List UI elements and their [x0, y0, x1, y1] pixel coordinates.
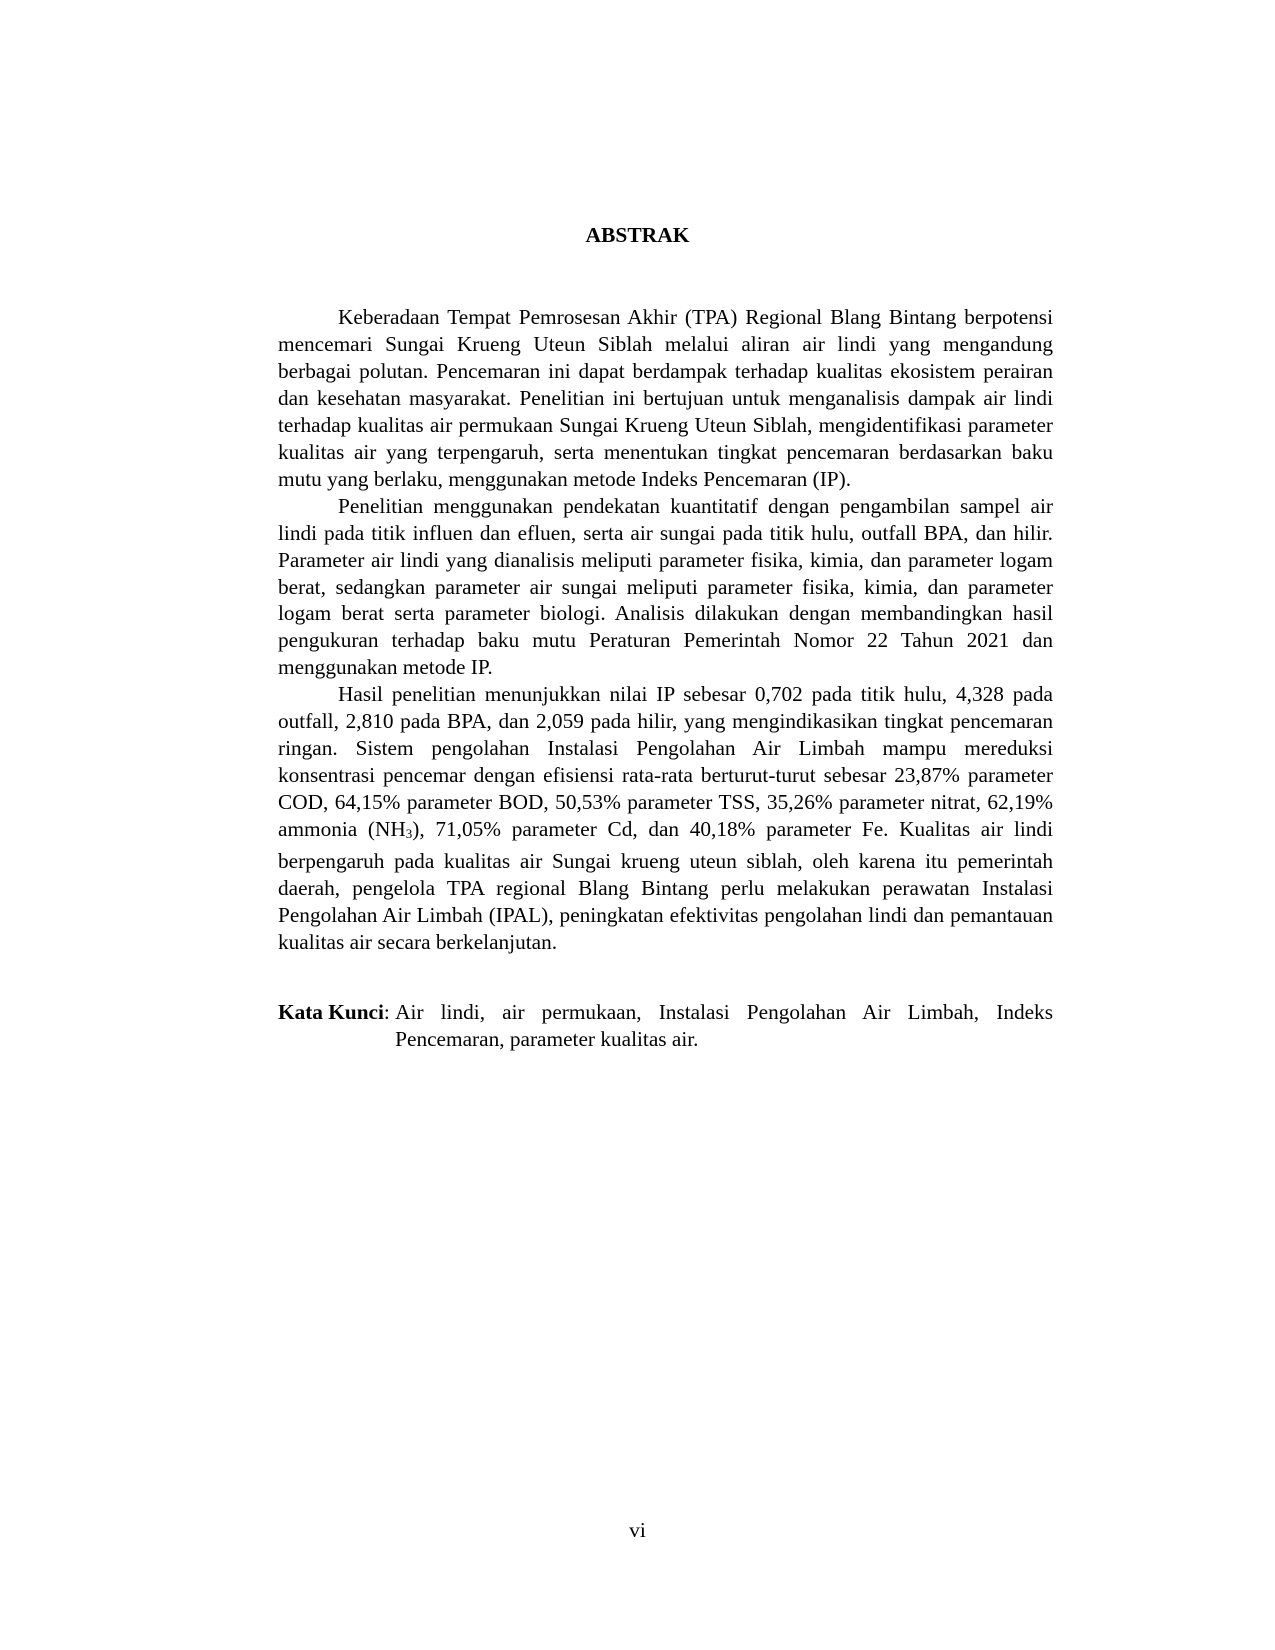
keywords-section: [278, 999, 1053, 1053]
page-title: ABSTRAK: [585, 223, 690, 247]
abstract-paragraph-2: Penelitian menggunakan pendekatan kuantitatif dengan pengambilan sampel air lindi pada titik influen dan efluen, serta air sungai pada titik hulu, outfall BPA, dan hilir. Parameter air lindi yang dianalisis meliputi parameter fisika, kimia, dan parameter logam berat, sedangkan parameter air sungai meliputi parameter fisika, kimia, dan parameter logam berat serta parameter biologi. Analisis dilakukan dengan membandingkan hasil pengukuran terhadap baku mutu Peraturan Pemerintah Nomor 22 Tahun 2021 dan menggunakan metode IP.: [278, 493, 1053, 680]
paragraph-3-text-a: Hasil penelitian menunjukkan nilai IP sebesar 0,702 pada titik hulu, 4,328 pada outfall, 2,810 pada BPA, dan 2,059 pada hilir, yang mengindikasikan tingkat pencemaran ringan. Sistem pengolahan Instalasi Pengolahan Air Limbah mampu mereduksi konsentrasi pencemar dengan efisiensi rata-rata berturut-turut sebesar 23,87% parameter COD, 64,15% parameter BOD, 50,53% parameter TSS, 35,26% parameter nitrat, 62,19% ammonia (NH: [278, 682, 1053, 842]
keywords-text: Air lindi, air permukaan, Instalasi Pengolahan Air Limbah, Indeks Pencemaran, parameter kualitas air.: [395, 1000, 1053, 1051]
keywords-colon: :: [383, 1000, 396, 1024]
abstract-paragraph-1: Keberadaan Tempat Pemrosesan Akhir (TPA) Regional Blang Bintang berpotensi mencemari Sungai Krueng Uteun Siblah melalui aliran air lindi yang mengandung berbagai polutan. Pencemaran ini dapat berdampak terhadap kualitas ekosistem perairan dan kesehatan masyarakat. Penelitian ini bertujuan untuk menganalisis dampak air lindi terhadap kualitas air permukaan Sungai Krueng Uteun Siblah, mengidentifikasi parameter kualitas air yang terpengaruh, serta menentukan tingkat pencemaran berdasarkan baku mutu yang berlaku, menggunakan metode Indeks Pencemaran (IP).: [278, 305, 1053, 491]
page-number: vi: [629, 1518, 646, 1542]
paragraph-3-text-b: ), 71,05% parameter Cd, dan 40,18% parameter Fe. Kualitas air lindi berpengaruh pada kualitas air Sungai krueng uteun siblah, oleh karena itu pemerintah daerah, pengelola TPA regional Blang Bintang perlu melakukan perawatan Instalasi Pengolahan Air Limbah (IPAL), peningkatan efektivitas pengolahan lindi dan pemantauan kualitas air secara berkelanjutan.: [278, 817, 1053, 954]
keywords-label: Kata Kunci: [278, 1000, 384, 1024]
abstract-body: [278, 304, 1053, 956]
abstract-paragraph-3: [278, 681, 1053, 956]
subscript-3: 3: [405, 826, 413, 842]
